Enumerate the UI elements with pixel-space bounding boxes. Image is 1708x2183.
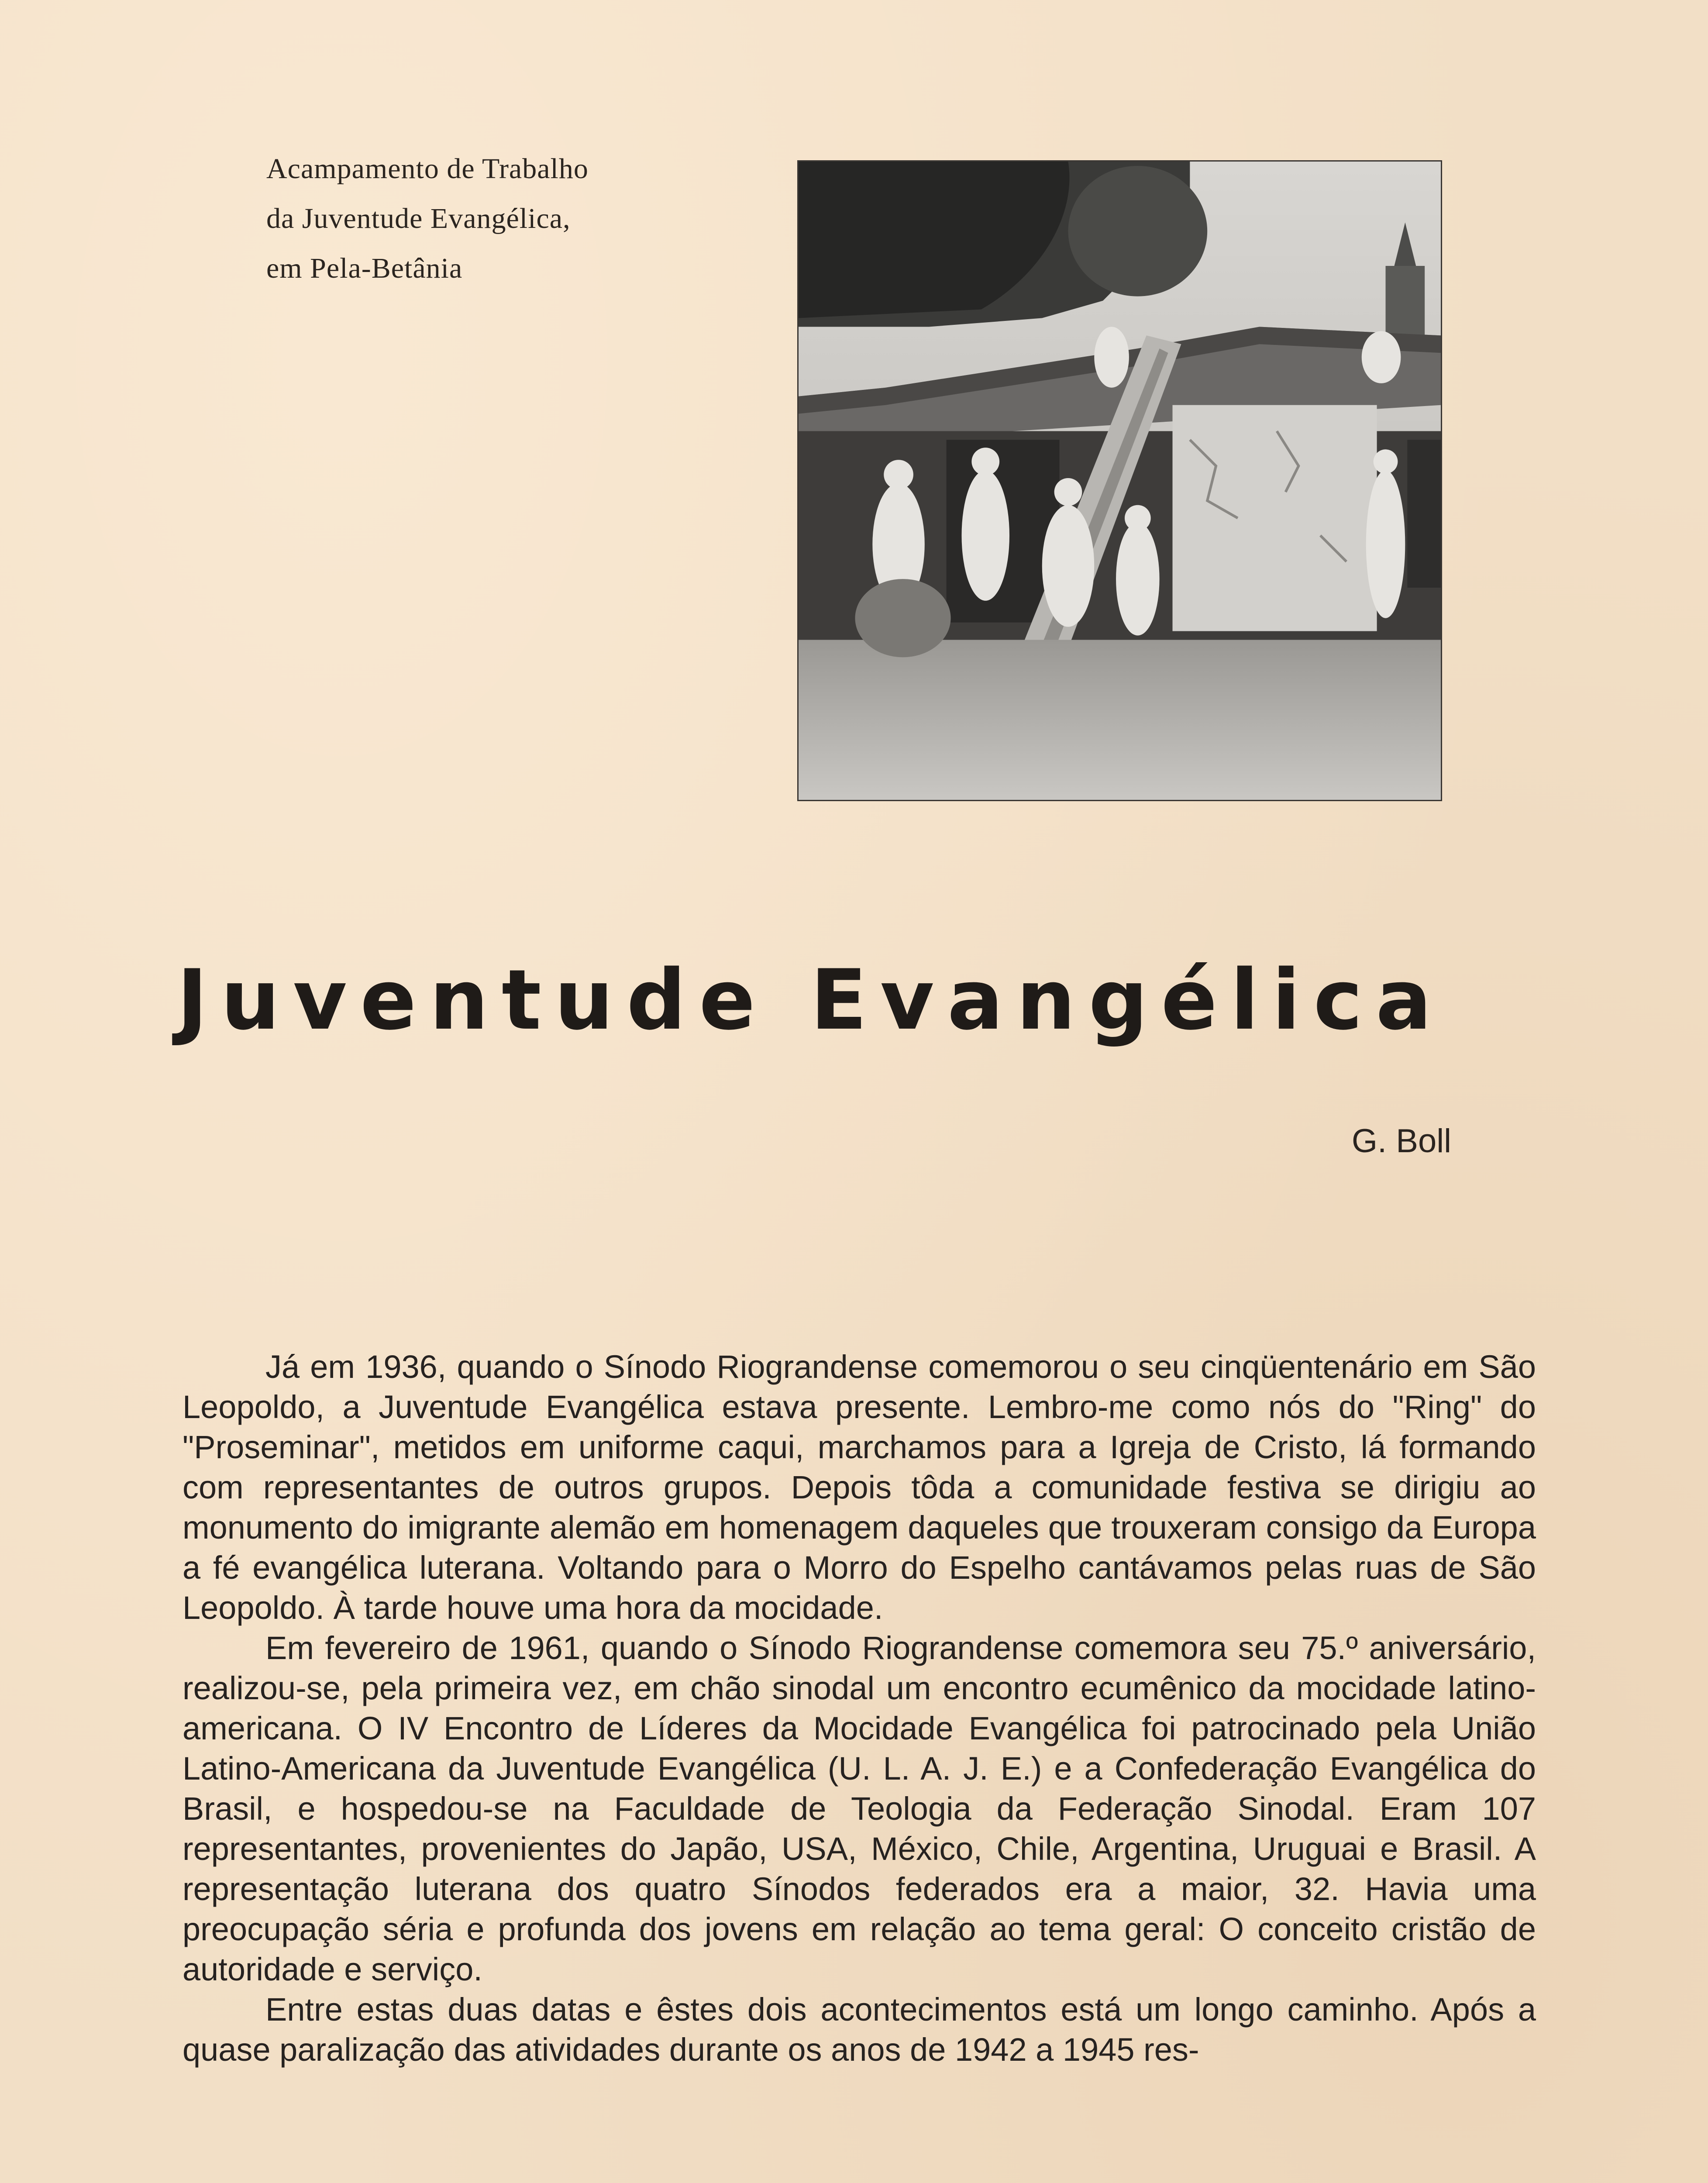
caption-line-2: da Juventude Evangélica, [266,203,571,234]
caption-line-3: em Pela-Betânia [266,252,463,284]
photo-work-camp-icon [799,162,1441,800]
work-camp-photo [797,160,1442,801]
article-body [183,1347,1536,2070]
article-title: Juventude Evangélica [177,952,1445,1048]
photo-caption [266,144,747,293]
paragraph-3: Entre estas duas datas e êstes dois acontecimentos está um longo caminho. Após a quase paralização das atividades durante os anos de 1942 a 1945 res- [183,1991,1536,2068]
paragraph-1: Já em 1936, quando o Sínodo Riograndense comemorou o seu cinqüentenário em São Leopoldo, a Juventude Evangélica estava presente. Lembro-me como nós do "Ring" do "Proseminar", metidos em uniforme caqui, marchamos para a Igreja de Cristo, lá formando com representantes de outros grupos. Depois tôda a comunidade festiva se dirigiu ao monumento do imigrante alemão em homenagem daqueles que trouxeram consigo da Europa a fé evangélica luterana. Voltando para o Morro do Espelho cantávamos pelas ruas de São Leopoldo. À tarde houve uma hora da mocidade. [183,1349,1536,1626]
paragraph-2: Em fevereiro de 1961, quando o Sínodo Riograndense comemora seu 75.º aniversário, realizou-se, pela primeira vez, em chão sinodal um encontro ecumênico da mocidade latino-americana. O IV Encontro de Líderes da Mocidade Evangélica foi patrocinado pela União Latino-Americana da Juventude Evangélica (U. L. A. J. E.) e a Confederação Evangélica do Brasil, e hospedou-se na Faculdade de Teologia da Federação Sinodal. Eram 107 representantes, provenientes do Japão, USA, México, Chile, Argentina, Uruguai e Brasil. A representação luterana dos quatro Sínodos federados era a maior, 32. Havia uma preocupação séria e profunda dos jovens em relação ao tema geral: O conceito cristão de autoridade e serviço. [183,1630,1536,1987]
caption-line-1: Acampamento de Trabalho [266,153,589,185]
author-name: G. Boll [1351,1122,1451,1160]
